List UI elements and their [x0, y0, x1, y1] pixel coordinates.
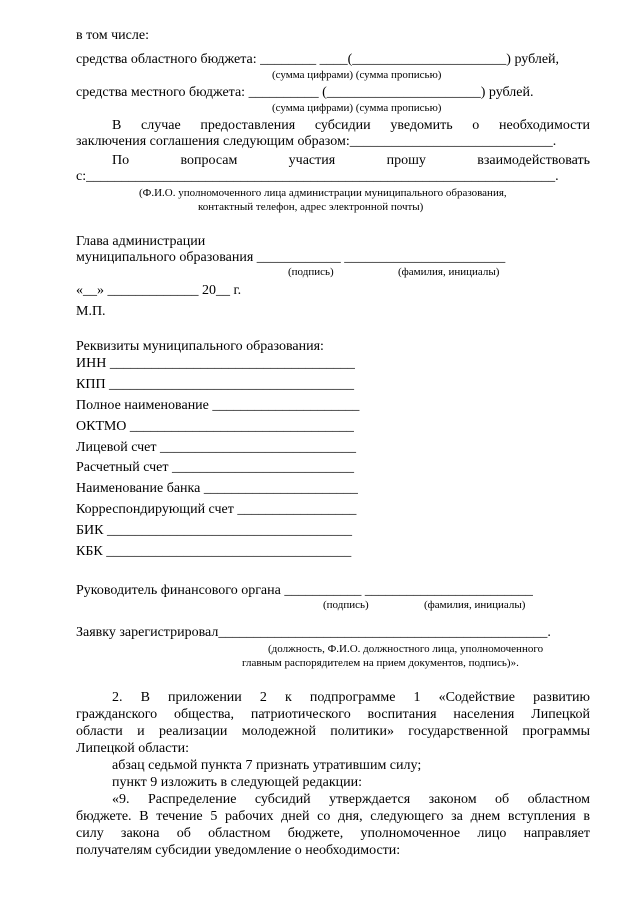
head-date: «__» _____________ 20__ г. [76, 283, 242, 298]
requisite-kbk: КБК ___________________________________ [76, 544, 352, 559]
text-line-including: в том числе: [76, 28, 149, 43]
seal-mark: М.П. [76, 304, 106, 319]
amend-p3: абзац седьмой пункта 7 признать утратившим силу; [112, 758, 422, 773]
amend-p5-line-3: силу закона об областном бюджете, уполномоченное лицо направляет [76, 826, 590, 841]
requisite-correspondent-account: Корреспондирующий счет _________________ [76, 502, 357, 517]
head-sign-caption: (подпись) [288, 266, 334, 278]
contact-line-2: с:___________________________________________________________________. [76, 169, 559, 184]
amend-p4: пункт 9 изложить в следующей редакции: [112, 775, 362, 790]
requisite-full-name: Полное наименование _____________________ [76, 398, 360, 413]
finance-sign-caption: (подпись) [323, 599, 369, 611]
amend-p5-line-1: «9. Распределение субсидий утверждается законом об областном [112, 792, 590, 807]
requisite-bank-name: Наименование банка ______________________ [76, 481, 358, 496]
notify-line-1: В случае предоставления субсидии уведомить о необходимости [112, 118, 590, 133]
amend-p5-line-4: получателям субсидии уведомление о необходимости: [76, 843, 401, 858]
requisites-title: Реквизиты муниципального образования: [76, 339, 324, 354]
regional-budget-line: средства областного бюджета: ________ ____(______________________) рублей, [76, 52, 560, 67]
finance-head-line: Руководитель финансового органа ___________ ________________________ [76, 583, 533, 598]
head-name-caption: (фамилия, инициалы) [398, 266, 500, 278]
requisite-bik: БИК ___________________________________ [76, 523, 352, 538]
requisite-oktmo: ОКТМО ________________________________ [76, 419, 354, 434]
finance-name-caption: (фамилия, инициалы) [424, 599, 526, 611]
head-title-1: Глава администрации [76, 234, 206, 249]
requisite-settlement-account: Расчетный счет __________________________ [76, 460, 355, 475]
amend-p2-line-3: области и реализации молодежной политики» государственной программы [76, 724, 590, 739]
amend-p5-line-2: бюджете. В течение 5 рабочих дней со дня, следующего за днем вступления в [76, 809, 590, 824]
amend-p2-line-4: Липецкой области: [76, 741, 189, 756]
requisite-inn: ИНН ___________________________________ [76, 356, 355, 371]
registered-line: Заявку зарегистрировал_______________________________________________. [76, 625, 551, 640]
registered-caption-2: главным распорядителем на прием документов, подпись)». [242, 657, 519, 669]
amount-caption-local: (сумма цифрами) (сумма прописью) [272, 102, 442, 114]
amount-caption-regional: (сумма цифрами) (сумма прописью) [272, 69, 442, 81]
local-budget-line: средства местного бюджета: __________ (______________________) рублей. [76, 85, 534, 100]
amend-p2-line-2: гражданского общества, патриотического воспитания населения Липецкой [76, 707, 590, 722]
contact-line-1: По вопросам участия прошу взаимодействовать [112, 153, 590, 168]
registered-caption-1: (должность, Ф.И.О. должностного лица, уполномоченного [268, 643, 544, 655]
notify-line-2: заключения соглашения следующим образом:_____________________________. [76, 134, 557, 149]
contact-caption-2: контактный телефон, адрес электронной почты) [198, 201, 424, 213]
contact-caption-1: (Ф.И.О. уполномоченного лица администрации муниципального образования, [139, 187, 507, 199]
head-title-2: муниципального образования ____________ _______________________ [76, 250, 506, 265]
requisite-personal-account: Лицевой счет ____________________________ [76, 440, 357, 455]
amend-p2-line-1: 2. В приложении 2 к подпрограмме 1 «Содействие развитию [112, 690, 590, 705]
requisite-kpp: КПП ___________________________________ [76, 377, 355, 392]
